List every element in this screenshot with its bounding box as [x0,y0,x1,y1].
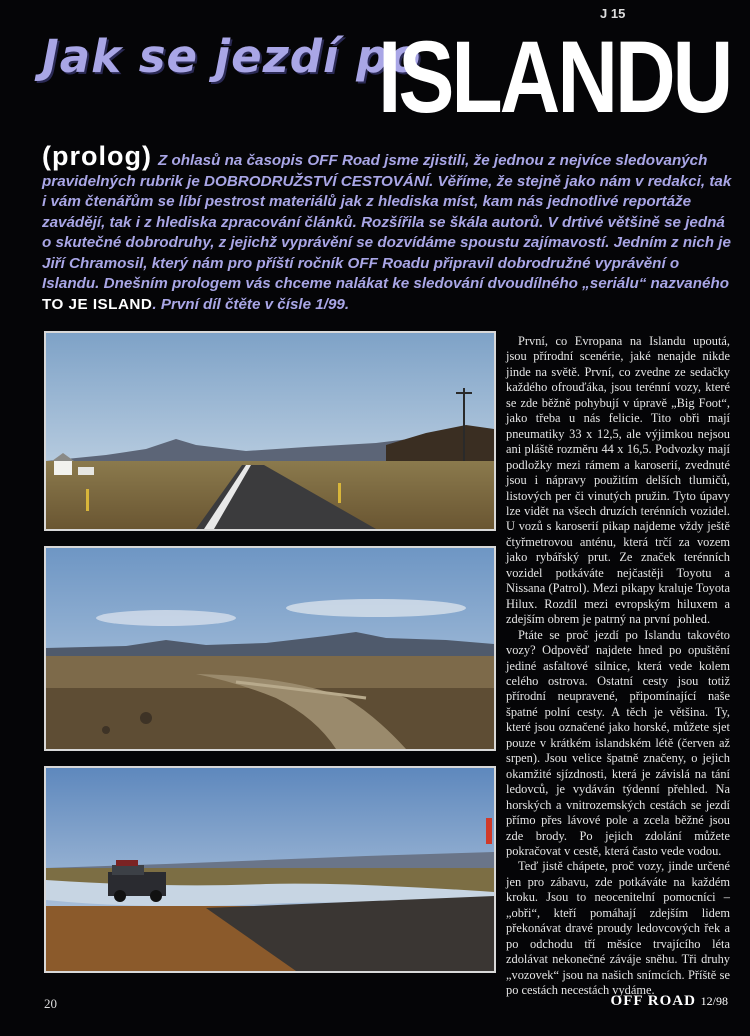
headline-part-1: Jak se jezdí po [42,30,422,83]
article-body [506,334,730,998]
body-paragraph: První, co Evropana na Islandu upoutá, jsou přírodní scenérie, jaké nenajde nikde jinde na světě. První, co zvedne ze sedačky každého ofrouďáka, jsou terénní vozy, které se zde běžně pohybují v úpravě „Big Foot“, jako třeba u nás felicie. Tito obři mají pneumatiky 33 x 12,5, ale výjimkou nejsou ani pláště rozměru 44 x 16,5. Podvozky mají podložky mezi rámem a karoserií, zvednuté jsou i nápravy použitím delších tlumičů, listových per či vinutých pružin. Tyto úpavy lze vidět na všech druzích terénních vozidel. U vozů s karoserií pikap najdeme vždy ještě čtyřmetrovou anténu, která trčí za vozem jako rybářský prut. Ze značek terénních vozidel potkáváte nejčastěji Toyotu a Nissana (Patrol). Mezi pikapy kraluje Toyota Hilux. Rozdíl mezi evropským hiluxem a zdejším obrem je patrný na první pohled. [506,334,730,627]
photo-dirt-road [44,546,496,751]
body-paragraph: Ptáte se proč jezdí po Islandu takovéto vozy? Odpověď najdete hned po opuštění jediné asfaltové silnice, která vede kolem celého ostrova. Ostatní cesty jsou totiž přírodní neupravené, připomínající naše špatné polní cesty. A těch je většina. Ty, které jsou označené jako horské, můžete sjet pouze v krátkém islandském létě (červen až srpen). Jsou velice špatně značeny, o jejich okamžité sjízdnosti, která je závislá na tání ledovců, je vydáván týdenní přehled. Na horských a vnitrozemských cestách se jezdí přímo přes lávové pole a zcela běžné jsou zde brody. Po jejich zdolání můžete pokračovat v cestě, která často vede vodou. [506,627,730,858]
body-paragraph: Teď jistě chápete, proč vozy, jinde určené jen pro zábavu, zde potkáváte na každém kroku. Jsou to neocenitelní pomocníci – „obři“, kteří pomáhají zdejším lidem překonávat dravé proudy ledovcových řek a po odchodu tří měsíce trvajícího léta zdolávat nekonečné záváje sněhu. Tři druhy „vozovek“ jsou na našich snímcích. Příště se po cestách necestách vydáme. [506,859,730,998]
intro-highlight: TO JE ISLAND [42,295,153,313]
corner-mark: J 15 [600,6,626,21]
intro-paragraph [42,141,732,315]
magazine-footer [611,993,728,1010]
photo-asphalt-road [44,331,496,531]
magazine-name: OFF ROAD [610,993,696,1009]
issue-number: 12/98 [700,994,728,1008]
page-number: 20 [44,996,57,1011]
intro-text-b: . První díl čtěte v čísle 1/99. [152,295,350,313]
intro-text-a: Z ohlasů na časopis OFF Road jsme zjistili, že jednou z nejvíce sledovaných pravidelných rubrik je DOBRODRUŽSTVÍ CESTOVÁNÍ. Věříme, že stejně jako nám v redakci, tak i vám čtenářům se líbí pestrost materiálů jak z hlediska míst, kam nás jednotlivé reportáže zavádějí, tak i z hlediska zpracování článků. Rozšířila se škála autorů. V drtivé většině se jedná o skutečné dobrodruhy, z jejichž vyprávění se dozvídáme spoustu zajímavostí. Jedním z nich je Jiří Chramosil, který nám pro příští ročník OFF Roadu připravil dobrodružné vyprávění o Islandu. Dnešním prologem vás chceme nalákat ke sledování dvoudílného „seriálu“ nazvaného [42,152,732,292]
photo-river-ford [44,766,496,973]
headline-part-2: ISLANDU [378,19,731,134]
prolog-label: (prolog) [42,141,152,171]
